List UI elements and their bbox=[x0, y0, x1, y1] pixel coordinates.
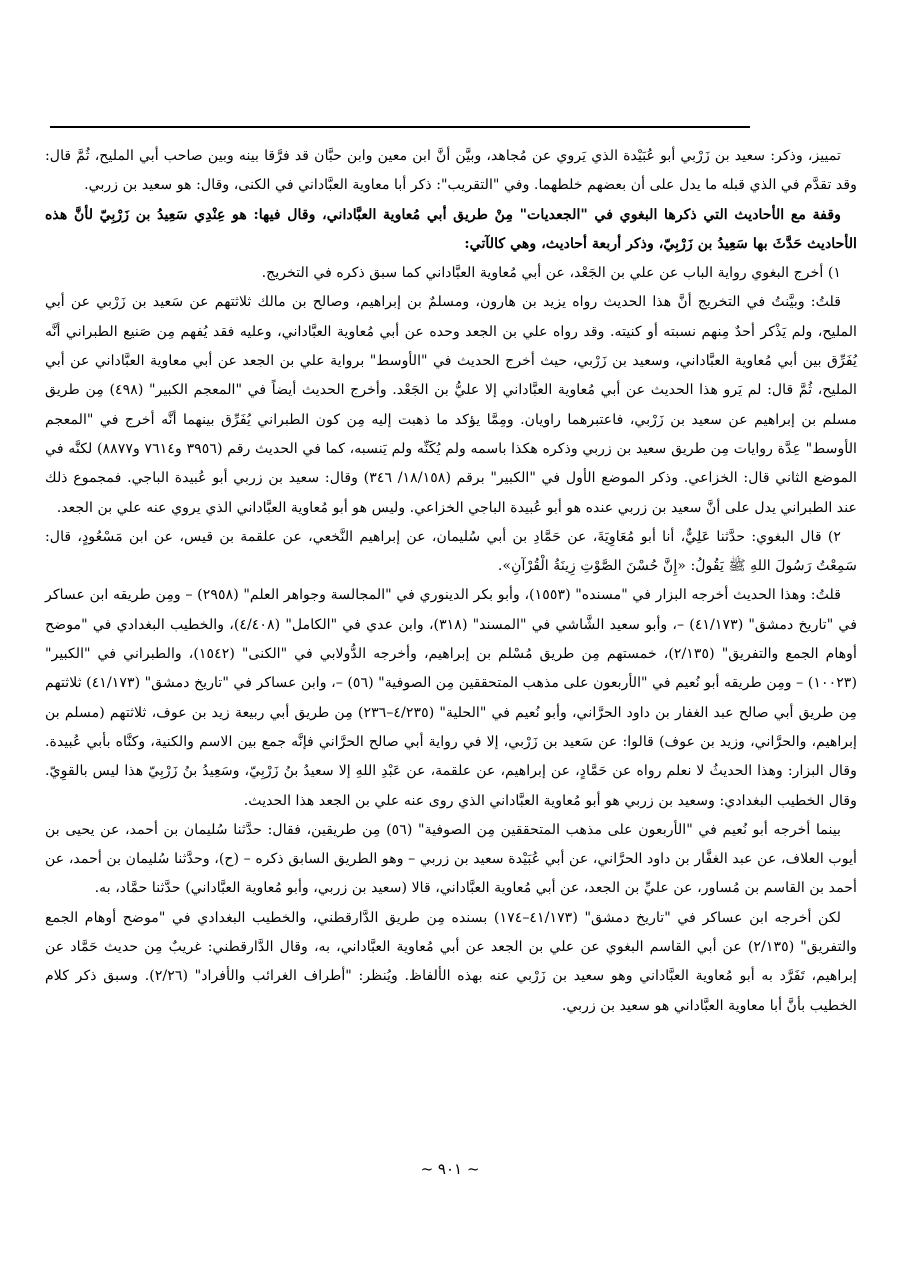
page-number: ~ ٩٠١ ~ bbox=[420, 1160, 480, 1178]
paragraph-continuation: تمييز، وذكر: سعيد بن زَرْبي أبو عُبَيْدة الذي يَروي عن مُجاهد، وبيَّن أنَّ ابن معين وابن حبَّان قد فرَّقا بينه وبين صاحب أبي المليح، ثُمَّ قال: وقد تقدَّم في الذي قبله ما يدل على أن بعضهم خلطهما. وفي "التقريب": ذكر أبا معاوية العبَّاداني في الكنى، وقال: هو سعيد بن زربي. bbox=[45, 148, 857, 194]
header-rule bbox=[50, 126, 750, 128]
paragraph-hadith-1: ١) أخرج البغوي رواية الباب عن علي بن الجَعْد، عن أبي مُعاوية العبَّاداني كما سبق ذكره في التخريج. bbox=[261, 265, 841, 282]
paragraph-ibn-asakir: لكن أخرجه ابن عساكر في "تاريخ دمشق" (٤١/١٧٣–١٧٤) بسنده مِن طريق الدَّارقطني، والخطيب البغدادي في "موضح أوهام الجمع والتفريق" (٢/١٣٥) عن أبي القاسم البغوي عن علي بن الجعد عن أبي مُعاوية العبَّاداني، به، وقال الدَّارقطني: غريبٌ مِن حديث حَمَّاد عن إبراهيم، تَفَرَّد به أبو مُعاوية العبَّاداني وهو سعيد بن زَرْبي عنه بهذه الألفاظ. ويُنظر: "أطراف الغرائب والأفراد" (٢/٢٦). وسبق ذكر كلام الخطيب بأنَّ أبا معاوية العبَّاداني هو سعيد بن زربي. bbox=[45, 909, 857, 1014]
paragraph-abu-nuaim: بينما أخرجه أبو نُعيم في "الأربعون على مذهب المتحققين مِن الصوفية" (٥٦) مِن طريقين، فقال: حدَّثنا سُليمان بن أحمد، عن يحيى بن أيوب العلاف، عن عبد الغفَّار بن داود الحرَّاني، عن أبي عُبَيْدة سعيد بن زربي – وهو الطريق السابق ذكره – (ح)، وحدَّثنا سُليمان بن أحمد، عن أحمد بن القاسم بن مُساور، عن عليِّ بن الجعد، عن أبي مُعاوية العبَّاداني، قالا (سعيد بن زربي، وأبو مُعاوية العبَّاداني) حدَّثنا حمَّاد، به. bbox=[45, 821, 857, 897]
paragraph-hadith-2: ٢) قال البغوي: حدَّثنا عَلِيٌّ، أنا أبو مُعَاوِيَةَ، عن حَمَّادِ بن أبي سُليمان، عن إبراهيم النَّخعي، عن علقمة بن قيس، عن ابن مَسْعُودٍ، قال: سَمِعْتُ رَسُولَ اللهِ ﷺ يَقُولُ: «إِنَّ حُسْنَ الصَّوْتِ زِينَةُ الْقُرْآنِ». bbox=[45, 528, 857, 575]
section-heading: وقفة مع الأحاديث التي ذكرها البغوي في "الجعديات" مِنْ طريق أبي مُعاوية العبَّاداني، وقال فيها: هو عِنْدِي سَعِيدُ بن زَرْبِيّ لأنَّ هذه الأحاديث حَدَّثَ بها سَعِيدُ بن زَرْبِيّ، وذكر أربعة أحاديث، وهي كالآتي: bbox=[45, 206, 857, 252]
body-text bbox=[45, 142, 857, 1021]
paragraph-commentary-1: قلتُ: وبيَّنتُ في التخريج أنَّ هذا الحديث رواه يزيد بن هارون، ومسلمٌ بن إبراهيم، وصالح بن مالك ثلاثتهم عن سَعيد بن زَرْبي عن أبي المليح، ولم يَذْكر أحدٌ مِنهم نسبته أو كنيته. وقد رواه علي بن الجعد وحده عن أبي مُعاوية العبَّاداني، وعليه فقد يُفهم مِن صَنيع الطبراني أنَّه يُفَرِّق بين أبي مُعاوية العبَّاداني، وسعيد بن زَرْبي، حيث أخرج الحديث في "الأوسط" برواية علي بن الجعد عن أبي معاوية العبَّاداني عن أبي المليح، ثُمَّ قال: لم يَرو هذا الحديث عن أبي مُعاوية العبَّاداني إلا عليُّ بن الجَعْد. وأخرج الحديث أيضاً في "المعجم الكبير" (٤٩٨) مِن طريق مسلم بن إبراهيم عن سعيد بن زَرْبي، فاعتبرهما راويان. ومِمَّا يؤكد ما ذهبت إليه مِن كون الطبراني يُفَرِّق بينهما أنَّه أخرج في "المعجم الأوسط" عِدَّة روايات مِن طريق سعيد بن زربي وذكره هكذا باسمه ولم يُكَنِّه ولم يَنسبه، كما في الحديث رقم (٣٩٥٦ و٧٦١٤ و٨٨٧٧) لكنَّه في الموضع الثاني قال: الخزاعي. وذكر الموضع الأول في "الكبير" برقم (١٨/١٥٨/ ٣٤٦) وقال: سعيد بن زربي أبو عُبيدة الباجي. فمجموع ذلك عند الطبراني يدل على أنَّ سعيد بن زربي عنده هو أبو عُبيدة الباجي الخزاعي. وليس هو أبو مُعاوية العبَّاداني الذي يروي عنه علي بن الجعد. bbox=[45, 294, 857, 516]
paragraph-commentary-2: قلتُ: وهذا الحديث أخرجه البزار في "مسنده" (١٥٥٣)، وأبو بكر الدينوري في "المجالسة وجواهر العلم" (٢٩٥٨) – ومِن طريقه ابن عساكر في "تاريخ دمشق" (٤١/١٧٣) –، وأبو سعيد الشَّاشي في "المسند" (٣١٨)، وابن عدي في "الكامل" (٤/٤٠٨)، والخطيب البغدادي في "موضح أوهام الجمع والتفريق" (٢/١٣٥)، خمستهم مِن طريق مُسْلم بن إبراهيم، وأخرجه الدُّولابي في "الكنى" (١٥٤٢)، والطبراني في "الكبير" (١٠٠٢٣) – ومِن طريقه أبو نُعيم في "الأربعون على مذهب المتحققين مِن الصوفية" (٥٦) –، وابن عساكر في "تاريخ دمشق" (٤١/١٧٣) ثلاثتهم مِن طريق أبي صالح عبد الغفار بن داود الحرَّاني، وأبو نُعيم في "الحلية" (٤/٢٣٥–٢٣٦) مِن طريق أبي ربيعة زيد بن عوف، ثلاثتهم (مسلم بن إبراهيم، والحرَّاني، وزيد بن عوف) قالوا: عن سَعيد بن زَرْبي، إلا في رواية أبي صالح الحرَّاني فإنَّه جمع بين الاسم والكنية، وكنَّاه بأبي عُبيدة. وقال البزار: وهذا الحديثُ لا نعلم رواه عن حَمَّادٍ، عن إبراهيم، عن علقمة، عن عَبْدِ اللهِ إلا سعيدُ بنُ زَرْبِيّ، وسَعِيدُ بنُ زَرْبِيّ هذا ليس بالقوِيّ. وقال الخطيب البغدادي: وسعيد بن زربي هو أبو مُعاوية العبَّاداني الذي روى عنه علي بن الجعد هذا الحديث. bbox=[45, 587, 858, 809]
